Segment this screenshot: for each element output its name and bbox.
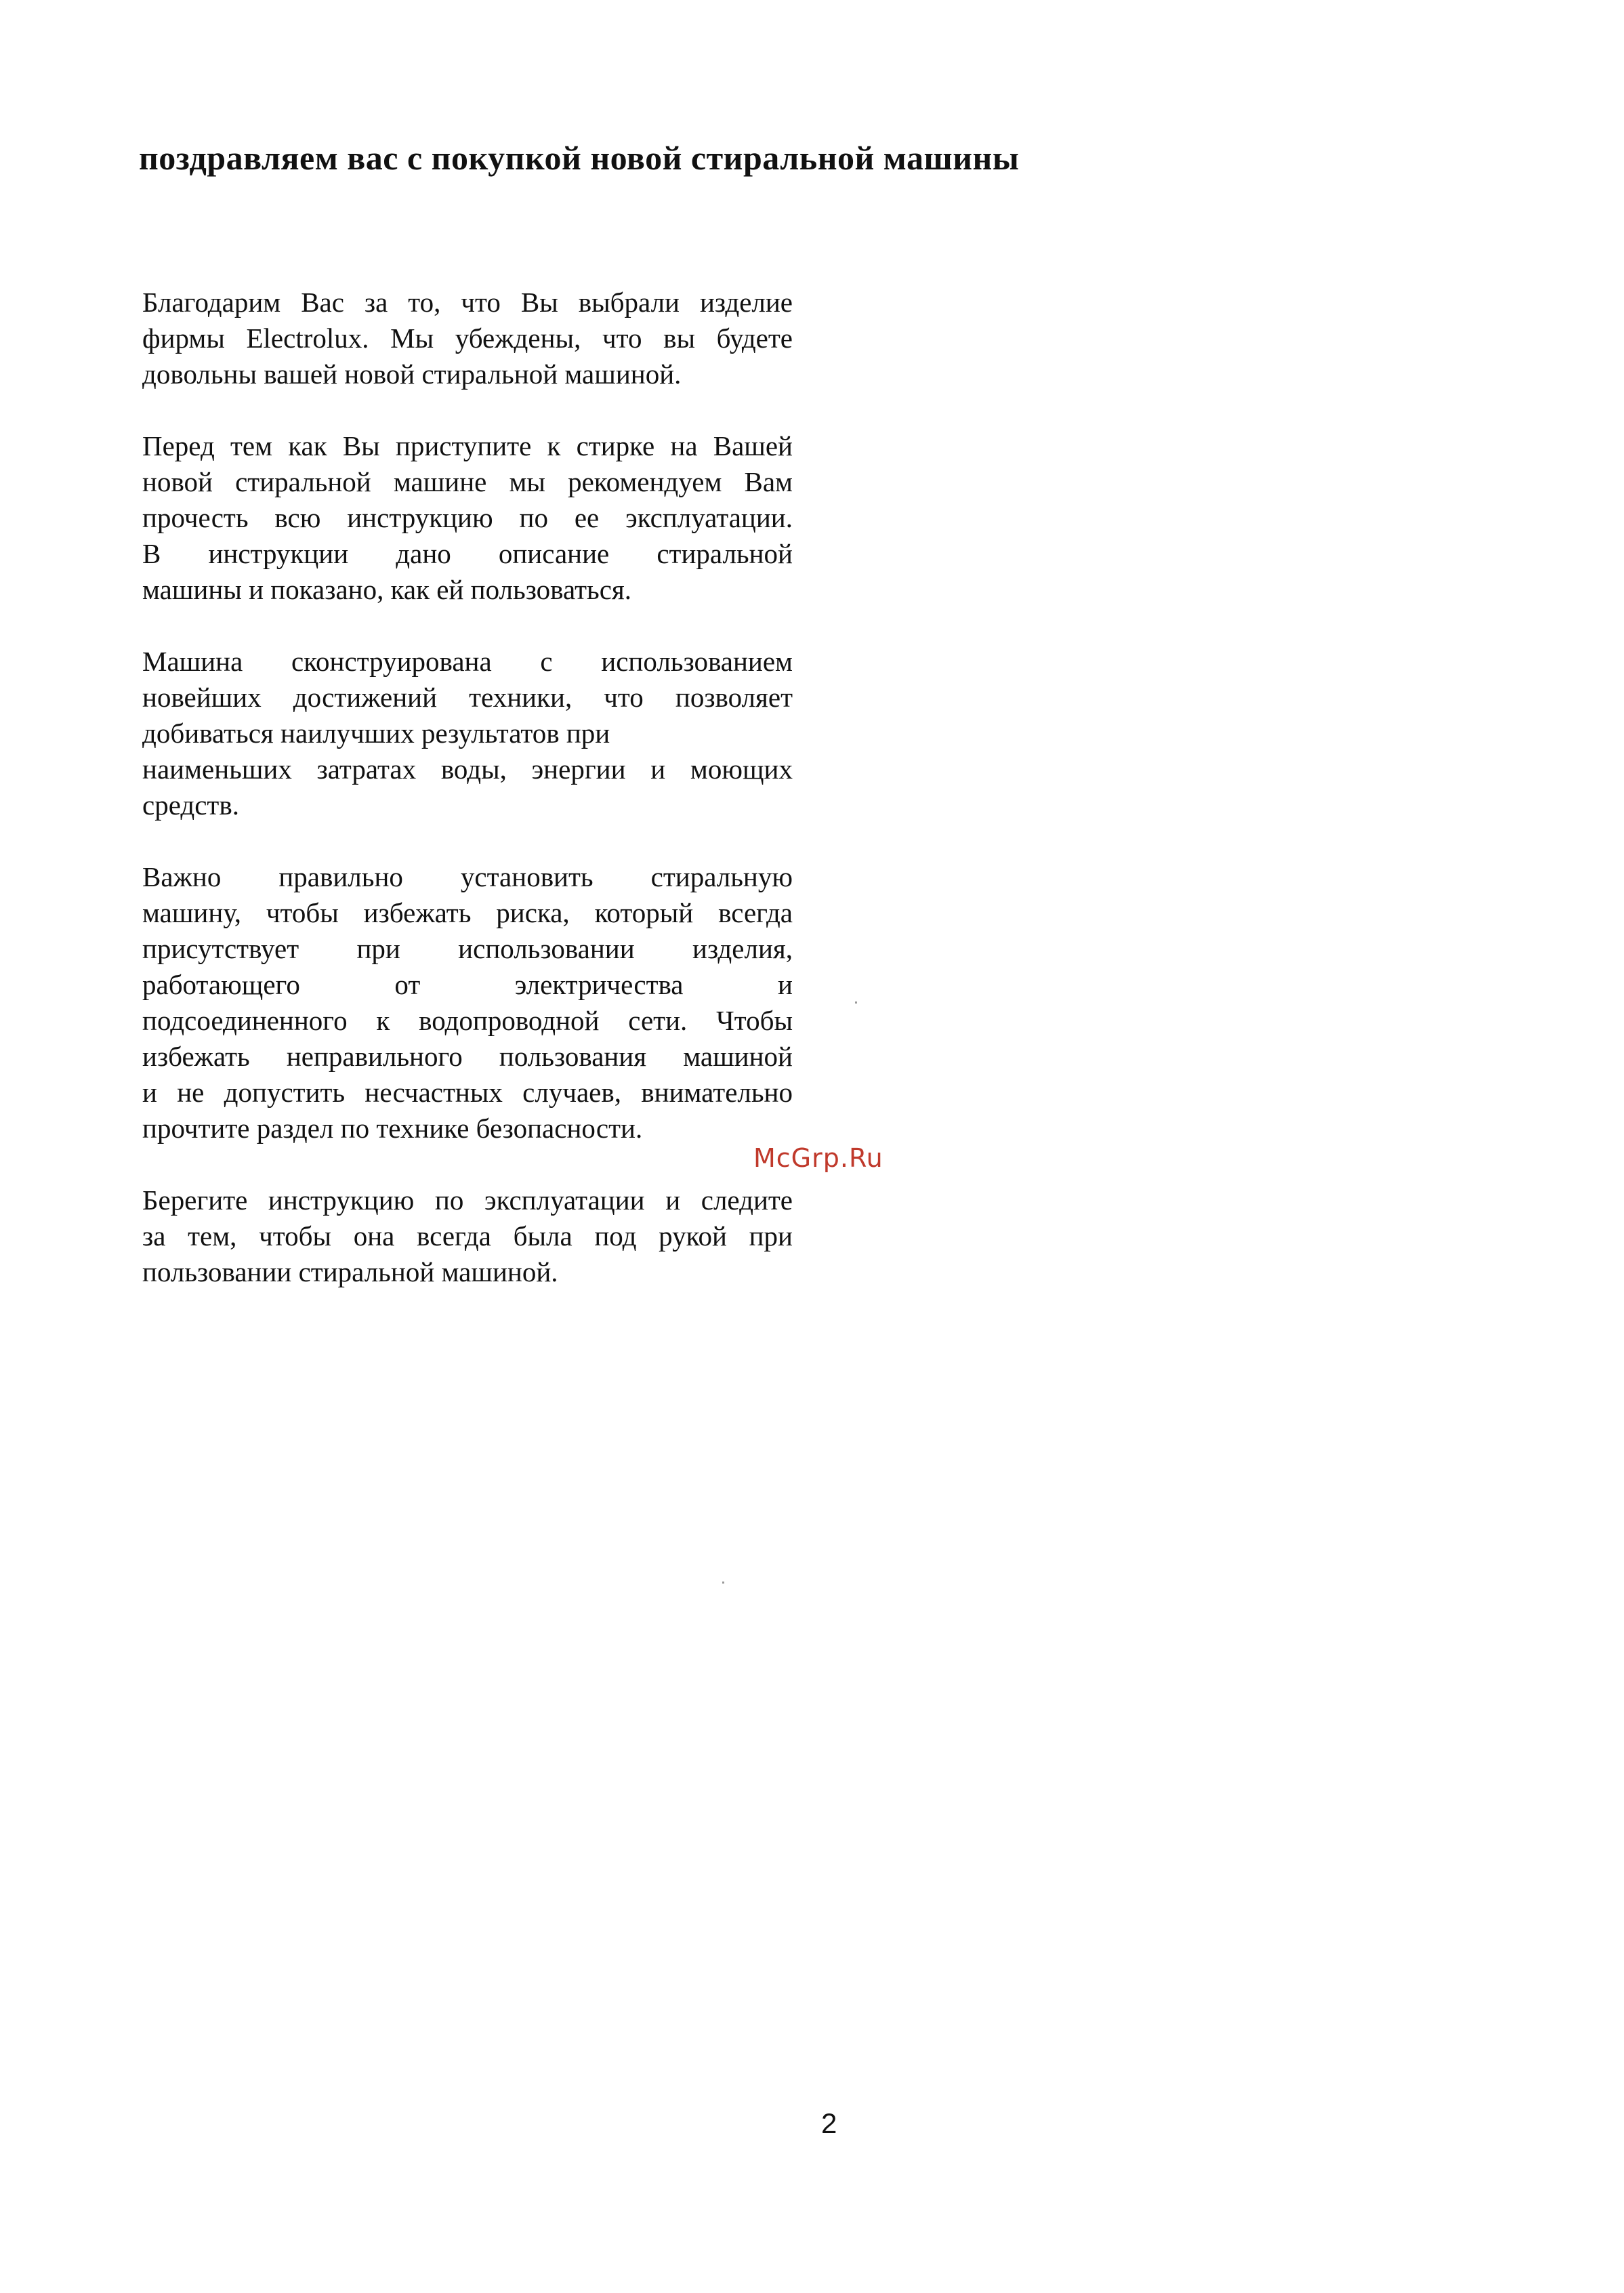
text-line: В инструкции дано описание стиральной: [142, 538, 793, 569]
text-line: новой стиральной машине мы рекомендуем Вам: [142, 466, 793, 497]
text-line: добиваться наилучших результатов при: [142, 718, 610, 749]
text-line: фирмы Electrolux. Мы убеждены, что вы будете: [142, 323, 793, 354]
text-line: за тем, чтобы она всегда была под рукой при: [142, 1220, 793, 1252]
scan-speck: [722, 1582, 724, 1584]
watermark-link[interactable]: McGrp.Ru: [753, 1143, 883, 1173]
page-title: поздравляем вас с покупкой новой стиральной машины: [139, 139, 1020, 177]
text-line: работающего от электричества и: [142, 969, 793, 1000]
text-line: Перед тем как Вы приступите к стирке на Вашей: [142, 430, 793, 461]
text-line: прочесть всю инструкцию по ее эксплуатации.: [142, 502, 793, 533]
paragraph-installation: [142, 859, 793, 1146]
text-line: наименьших затратах воды, энергии и моющих: [142, 753, 793, 785]
document-body: [142, 285, 793, 1326]
text-line: Благодарим Вас за то, что Вы выбрали изделие: [142, 287, 793, 318]
text-line: довольны вашей новой стиральной машиной.: [142, 358, 682, 390]
paragraph-keep-manual: [142, 1182, 793, 1290]
text-line: Машина сконструирована с использованием: [142, 646, 793, 677]
text-line: и не допустить несчастных случаев, внимательно: [142, 1077, 793, 1108]
text-line: средств.: [142, 789, 239, 821]
text-line: избежать неправильного пользования машиной: [142, 1041, 793, 1072]
text-line: пользовании стиральной машиной.: [142, 1256, 558, 1287]
text-line: Важно правильно установить стиральную: [142, 861, 793, 892]
paragraph-read-instructions: [142, 428, 793, 608]
page-number: 2: [821, 2107, 837, 2139]
text-line: подсоединенного к водопроводной сети. Чтобы: [142, 1005, 793, 1036]
paragraph-design: [142, 644, 793, 823]
text-line: новейших достижений техники, что позволяет: [142, 682, 793, 713]
text-line: машины и показано, как ей пользоваться.: [142, 574, 632, 605]
text-line: Берегите инструкцию по эксплуатации и следите: [142, 1184, 793, 1216]
paragraph-thanks: [142, 285, 793, 392]
text-line: машину, чтобы избежать риска, который всегда: [142, 897, 793, 928]
text-line: прочтите раздел по технике безопасности.: [142, 1113, 643, 1144]
text-line: присутствует при использовании изделия,: [142, 933, 793, 964]
scan-speck: [855, 1001, 857, 1004]
